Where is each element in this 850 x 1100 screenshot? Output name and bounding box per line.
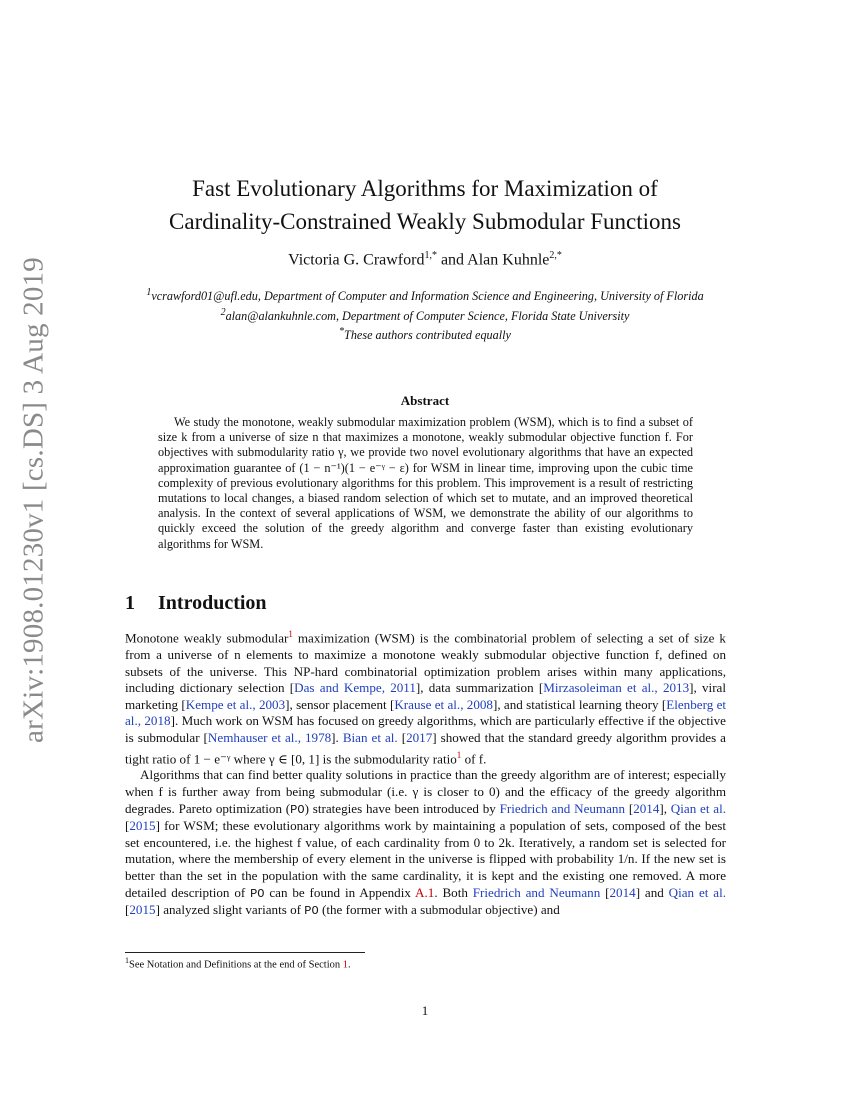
- author-conjunction: and: [436, 251, 468, 269]
- text-run: (the former with a submodular objective) and: [318, 902, 560, 918]
- text-run: ]. Much work on WSM has focused on greedy algorithms, which are particularly effective if the objective is submodular [: [125, 713, 726, 745]
- introduction-body: [125, 626, 726, 920]
- affiliation-1-mark: 1: [146, 287, 152, 298]
- text-run: . Both: [434, 884, 473, 900]
- author-2-mark: 2,*: [549, 250, 562, 261]
- footnote-ref-1[interactable]: 1: [288, 629, 293, 639]
- equal-contribution-text: These authors contributed equally: [344, 328, 511, 343]
- text-run: ] and: [635, 884, 669, 900]
- author-1-mark: 1,*: [424, 250, 437, 261]
- title-line-2: Cardinality-Constrained Weakly Submodular Functions: [169, 209, 681, 234]
- citation-link[interactable]: Qian et al.: [670, 800, 726, 816]
- algorithm-name: PO: [304, 904, 319, 919]
- citation-year-link[interactable]: 2017: [406, 729, 433, 745]
- text-run: Algorithms that can find better quality solutions in practice than the greedy algorithm are of interest; especially when f is further away from being submodular (i.e. γ is closer to 0) and the efficacy of the greedy algorithm degrades. Pareto optimization (: [125, 767, 726, 816]
- text-run: ] showed that the standard greedy algorithm provides a tight ratio of 1 − e⁻ᵞ where γ ∈ [0, 1] is the submodularity ratio: [125, 729, 726, 766]
- appendix-ref-link[interactable]: A.1: [415, 884, 435, 900]
- citation-year-link[interactable]: 2014: [633, 800, 660, 816]
- citation-link[interactable]: Krause et al., 2008: [394, 696, 493, 712]
- section-number: 1: [125, 592, 135, 614]
- equal-contribution-note: [125, 324, 725, 344]
- algorithm-name: PO: [250, 886, 265, 901]
- text-run: [: [600, 884, 610, 900]
- citation-link[interactable]: Bian et al.: [342, 729, 398, 745]
- intro-paragraph-2: [125, 767, 726, 919]
- section-title: Introduction: [158, 592, 267, 614]
- section-ref-link[interactable]: 1: [342, 959, 348, 971]
- footnote-divider: [125, 952, 365, 953]
- citation-link[interactable]: Friedrich and Neumann: [499, 800, 626, 816]
- footnote-end: .: [348, 959, 351, 971]
- footnote-text: See Notation and Definitions at the end of Section: [129, 959, 343, 971]
- citation-link[interactable]: Elenberg et al., 2018: [125, 696, 727, 729]
- affiliations: [125, 285, 725, 344]
- author-1: Victoria G. Crawford: [288, 251, 425, 269]
- arxiv-stamp: [12, 257, 56, 743]
- text-run: [: [125, 902, 130, 918]
- text-run: ], and statistical learning theory [: [492, 696, 667, 712]
- text-run: ], viral marketing [: [125, 680, 727, 712]
- paper-title: [100, 172, 750, 238]
- footnote-ref-2[interactable]: 1: [456, 749, 462, 760]
- page-number: 1: [421, 1003, 429, 1018]
- arxiv-stamp-text: arXiv:1908.01230v1 [cs.DS] 3 Aug 2019: [17, 257, 50, 743]
- citation-link[interactable]: Friedrich and Neumann: [472, 884, 601, 900]
- text-run: ],: [659, 800, 671, 816]
- affiliation-2-text: alan@alankuhnle.com, Department of Computer Science, Florida State University: [225, 308, 630, 323]
- affiliation-1-text: vcrawford01@ufl.edu, Department of Computer and Information Science and Engineering, University of Florida: [151, 289, 704, 304]
- abstract-heading: Abstract: [400, 393, 450, 408]
- text-run: [: [397, 729, 407, 745]
- footnote-mark: 1: [125, 956, 129, 965]
- text-run: of f.: [461, 750, 487, 766]
- text-run: ] analyzed slight variants of: [155, 902, 305, 918]
- affiliation-1: [125, 285, 725, 305]
- citation-year-link[interactable]: 2014: [609, 884, 636, 900]
- affiliation-2: [125, 305, 725, 325]
- citation-link[interactable]: Nemhauser et al., 1978: [207, 729, 332, 745]
- title-line-1: Fast Evolutionary Algorithms for Maximization of: [192, 176, 658, 201]
- citation-link[interactable]: Qian et al.: [668, 884, 726, 900]
- author-list: [100, 250, 750, 269]
- equal-contribution-mark: *: [339, 326, 345, 338]
- footnote-1: [125, 956, 726, 971]
- abstract-text: We study the monotone, weakly submodular maximization problem (WSM), which is to find a subset of size k from a universe of size n that maximizes a monotone, weakly submodular objective function f. For objectives with submodularity ratio γ, we provide two novel evolutionary algorithms that have an expected approximation guarantee of (1 − n⁻¹)(1 − e⁻ᵞ − ε) for WSM in linear time, improving upon the cubic time complexity of previous evolutionary algorithms for this problem. This improvement is a result of restricting mutations to local changes, a biased random selection of which set to mutate, and an improved theoretical analysis. In the context of several applications of WSM, we demonstrate the ability of our algorithms to quickly exceed the solution of the greedy algorithm and converge faster than existing evolutionary algorithms for WSM.: [158, 415, 693, 551]
- text-run: maximization (WSM) is the combinatorial problem of selecting a set of size k from a universe of n elements to maximize a monotone weakly submodular objective function f, defined on subsets of the universe. This NP-hard combinatorial optimization problem arises within many applications, including dictionary selection [: [125, 630, 726, 696]
- intro-paragraph-1: [125, 626, 726, 767]
- citation-year-link[interactable]: 2015: [129, 818, 156, 834]
- text-run: ].: [331, 729, 343, 745]
- text-run: [: [125, 818, 130, 834]
- algorithm-name: PO: [290, 802, 305, 817]
- citation-link[interactable]: Kempe et al., 2003: [185, 696, 286, 712]
- text-run: can be found in Appendix: [264, 884, 416, 900]
- affiliation-2-mark: 2: [220, 306, 226, 318]
- section-heading: [125, 592, 267, 615]
- text-run: Monotone weakly submodular: [125, 630, 289, 646]
- author-2: Alan Kuhnle: [467, 251, 550, 269]
- text-run: [: [625, 800, 634, 816]
- text-run: ], data summarization [: [415, 680, 544, 696]
- citation-year-link[interactable]: 2015: [129, 902, 156, 918]
- text-run: ) strategies have been introduced by: [304, 800, 500, 816]
- citation-link[interactable]: Mirzasoleiman et al., 2013: [543, 680, 690, 696]
- text-run: ] for WSM; these evolutionary algorithms work by maintaining a population of sets, composed of the best set encountered, i.e. the highest f value, of each cardinality from 0 to 2k. Iteratively, a random set is selected for mutation, where the membership of every element in the universe is flipped with probability 1/n. If the new set is better than the set in the population with the same cardinality, it is kept and the existing one removed. A more detailed description of: [125, 818, 726, 900]
- citation-link[interactable]: Das and Kempe, 2011: [294, 680, 416, 696]
- text-run: ], sensor placement [: [285, 696, 395, 712]
